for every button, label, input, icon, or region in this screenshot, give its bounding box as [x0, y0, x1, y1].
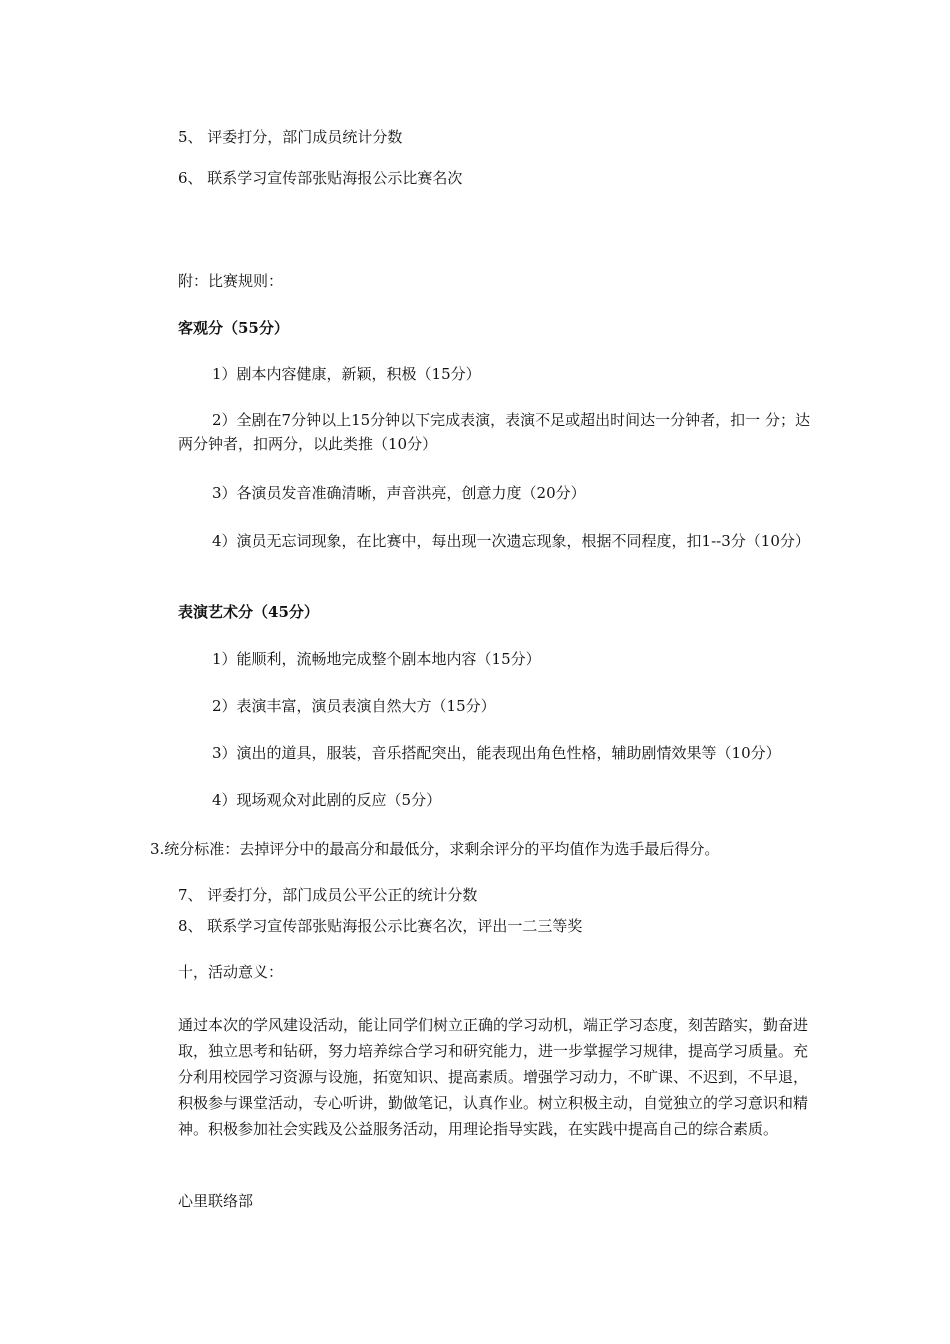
objective-item-3: 3）各演员发音准确清晰，声音洪亮，创意力度（20分）	[212, 484, 586, 502]
signature: 心里联络部	[178, 1192, 254, 1210]
scoring-standard: 3.统分标准：去掉评分中的最高分和最低分，求剩余评分的平均值作为选手最后得分。	[150, 840, 720, 858]
performance-item-2: 2）表演丰富，演员表演自然大方（15分）	[212, 697, 496, 715]
objective-item-4: 4）演员无忘词现象，在比赛中，每出现一次遗忘现象，根据不同程度，扣1--3分（10分）	[212, 532, 810, 550]
step-8: 8、 联系学习宣传部张贴海报公示比赛名次，评出一二三等奖	[178, 917, 583, 935]
step-6: 6、 联系学习宣传部张贴海报公示比赛名次	[178, 169, 463, 187]
appendix-title: 附：比赛规则：	[178, 272, 284, 290]
performance-heading: 表演艺术分（45分）	[178, 603, 319, 621]
performance-item-3: 3）演出的道具，服装，音乐搭配突出，能表现出角色性格，辅助剧情效果等（10分）	[212, 744, 781, 762]
performance-item-4: 4）现场观众对此剧的反应（5分）	[212, 791, 442, 809]
objective-item-1: 1）剧本内容健康，新颖，积极（15分）	[212, 365, 481, 383]
performance-item-1: 1）能顺利，流畅地完成整个剧本地内容（15分）	[212, 650, 541, 668]
objective-item-2: 2）全剧在7分钟以上15分钟以下完成表演，表演不足或超出时间达一分钟者，扣一 分；达两分钟者，扣两分，以此类推（10分）	[178, 411, 810, 453]
significance-paragraph: 通过本次的学风建设活动，能让同学们树立正确的学习动机，端正学习态度，刻苦踏实，勤奋进取，独立思考和钻研，努力培养综合学习和研究能力，进一步掌握学习规律，提高学习质量。充分利用校园学习资源与设施，拓宽知识、提高素质。增强学习动力，不旷课、不迟到，不早退，积极参与课堂活动，专心听讲，勤做笔记，认真作业。树立积极主动，自觉独立的学习意识和精神。积极参加社会实践及公益服务活动，用理论指导实践，在实践中提高自己的综合素质。	[178, 1016, 809, 1138]
step-7: 7、 评委打分，部门成员公平公正的统计分数	[178, 886, 478, 904]
objective-heading: 客观分（55分）	[178, 319, 289, 337]
significance-title: 十，活动意义：	[178, 963, 284, 981]
step-5: 5、 评委打分，部门成员统计分数	[178, 128, 403, 146]
